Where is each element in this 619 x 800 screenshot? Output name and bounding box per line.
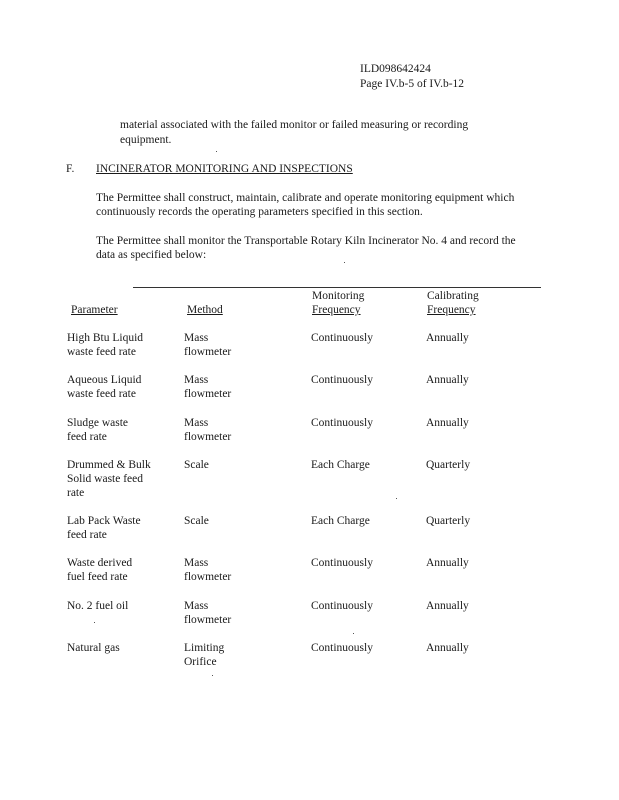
row-monitoring: Continuously (311, 332, 373, 344)
table-row: Aqueous Liquid waste feed rate (67, 374, 142, 400)
row-method: Mass flowmeter (184, 600, 232, 626)
row-monitoring: Continuously (311, 600, 373, 612)
header-parameter: Parameter (71, 304, 118, 316)
section-title: INCINERATOR MONITORING AND INSPECTIONS (96, 163, 353, 175)
row-method: Mass flowmeter (184, 417, 232, 443)
row-calibrating: Annually (426, 642, 469, 654)
row-method: Scale (184, 459, 209, 471)
row-calibrating: Annually (426, 332, 469, 344)
table-row: Waste derived fuel feed rate (67, 557, 133, 583)
scan-speck (396, 498, 397, 499)
table-row: Drummed & Bulk Solid waste feed rate (67, 459, 151, 499)
row-method: Mass flowmeter (184, 332, 232, 358)
row-method: Mass flowmeter (184, 557, 232, 583)
row-monitoring: Continuously (311, 557, 373, 569)
scan-speck (212, 675, 213, 676)
row-monitoring: Each Charge (311, 459, 370, 471)
row-method: Mass flowmeter (184, 374, 232, 400)
table-row: High Btu Liquid waste feed rate (67, 332, 144, 358)
table-row: Natural gas (67, 642, 120, 654)
text-line: material associated with the failed monitor or failed measuring or recording (120, 119, 469, 131)
text-line: continuously records the operating parameters specified in this section. (96, 206, 423, 218)
section-letter: F. (66, 163, 75, 175)
row-calibrating: Annually (426, 374, 469, 386)
scan-speck (353, 633, 354, 634)
page-number: Page IV.b-5 of IV.b-12 (360, 78, 465, 90)
table-row: Sludge waste feed rate (67, 417, 129, 443)
document-header (360, 62, 464, 92)
text-line: The Permittee shall monitor the Transportable Rotary Kiln Incinerator No. 4 and record the (96, 235, 516, 247)
row-monitoring: Continuously (311, 374, 373, 386)
header-method: Method (187, 304, 223, 316)
paragraph-monitoring-equipment (96, 191, 514, 219)
table-row: No. 2 fuel oil (67, 600, 129, 612)
row-calibrating: Annually (426, 600, 469, 612)
text-line: The Permittee shall construct, maintain, calibrate and operate monitoring equipment which (96, 192, 515, 204)
row-monitoring: Continuously (311, 417, 373, 429)
row-calibrating: Annually (426, 557, 469, 569)
row-calibrating: Annually (426, 417, 469, 429)
table-row: Lab Pack Waste feed rate (67, 515, 141, 541)
continuation-text (120, 118, 468, 148)
row-method: Limiting Orifice (184, 642, 225, 668)
text-line: data as specified below: (96, 249, 207, 261)
paragraph-monitor-incinerator (96, 234, 516, 262)
scan-speck (94, 622, 95, 623)
row-method: Scale (184, 515, 209, 527)
scan-speck (344, 262, 345, 263)
header-monitoring-frequency: Monitoring Frequency (312, 290, 365, 316)
text-line: equipment. (120, 134, 172, 146)
row-calibrating: Quarterly (426, 459, 471, 471)
document-id: ILD098642424 (360, 63, 431, 75)
header-calibrating-frequency: Calibrating Frequency (427, 290, 479, 316)
table-top-rule (133, 287, 541, 288)
row-monitoring: Each Charge (311, 515, 370, 527)
row-monitoring: Continuously (311, 642, 373, 654)
row-calibrating: Quarterly (426, 515, 471, 527)
scan-speck (216, 151, 217, 152)
